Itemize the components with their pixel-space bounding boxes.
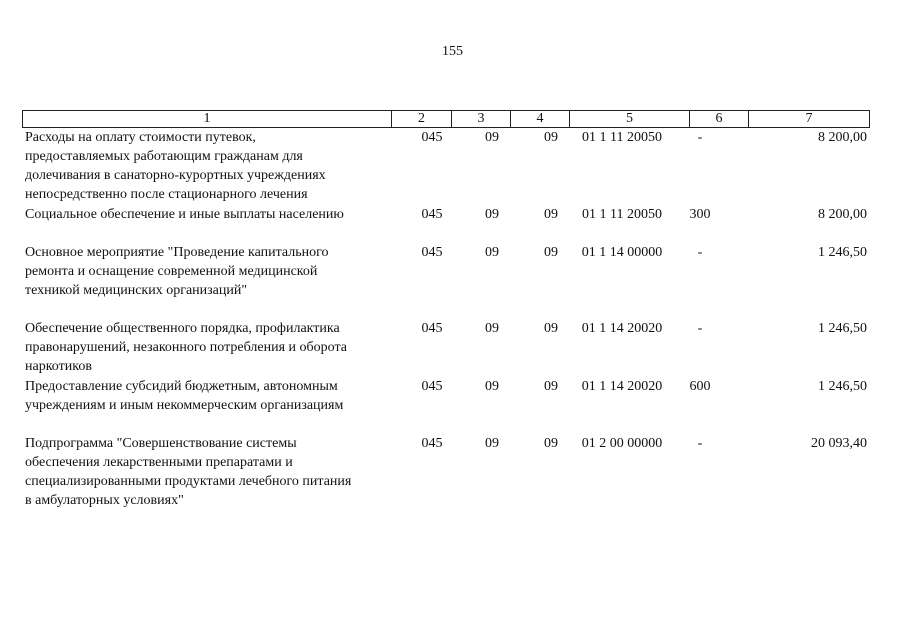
row-expense-type: 300 bbox=[689, 207, 711, 222]
row-amount: 8 200,00 bbox=[818, 207, 867, 222]
row-admin-code: 045 bbox=[421, 207, 443, 222]
description-line: обеспечения лекарственными препаратами и bbox=[25, 455, 293, 470]
row-admin-code: 045 bbox=[421, 321, 443, 336]
description-line: Предоставление субсидий бюджетным, автономным bbox=[25, 379, 338, 394]
description-line: специализированными продуктами лечебного питания bbox=[25, 474, 352, 489]
description-line: учреждениям и иным некоммерческим организациям bbox=[25, 398, 344, 413]
row-subsection: 09 bbox=[544, 321, 558, 336]
row-section: 09 bbox=[485, 321, 499, 336]
table-header bbox=[22, 110, 870, 128]
row-subsection: 09 bbox=[544, 207, 558, 222]
description-line: долечивания в санаторно-курортных учреждениях bbox=[25, 168, 326, 183]
row-target-code: 01 2 00 00000 bbox=[581, 436, 663, 451]
row-target-code: 01 1 14 00000 bbox=[581, 245, 663, 260]
row-subsection: 09 bbox=[544, 245, 558, 260]
row-description bbox=[25, 243, 385, 300]
row-amount: 1 246,50 bbox=[818, 379, 867, 394]
row-target-code: 01 1 14 20020 bbox=[581, 321, 663, 336]
row-section: 09 bbox=[485, 379, 499, 394]
header-col-2: 2 bbox=[392, 111, 452, 127]
row-admin-code: 045 bbox=[421, 245, 443, 260]
row-amount: 20 093,40 bbox=[811, 436, 867, 451]
page-number: 155 bbox=[442, 44, 463, 59]
row-admin-code: 045 bbox=[421, 379, 443, 394]
row-expense-type: - bbox=[697, 245, 703, 260]
description-line: Обеспечение общественного порядка, профилактика bbox=[25, 321, 340, 336]
row-expense-type: 600 bbox=[689, 379, 711, 394]
row-section: 09 bbox=[485, 130, 499, 145]
row-amount: 8 200,00 bbox=[818, 130, 867, 145]
description-line: Основное мероприятие "Проведение капитального bbox=[25, 245, 329, 260]
row-description bbox=[25, 128, 385, 204]
row-description bbox=[25, 319, 385, 376]
header-col-5: 5 bbox=[570, 111, 690, 127]
row-subsection: 09 bbox=[544, 436, 558, 451]
row-expense-type: - bbox=[697, 321, 703, 336]
row-admin-code: 045 bbox=[421, 436, 443, 451]
header-col-4: 4 bbox=[511, 111, 570, 127]
row-description bbox=[25, 205, 385, 224]
row-subsection: 09 bbox=[544, 379, 558, 394]
description-line: техникой медицинских организаций" bbox=[25, 283, 248, 298]
row-subsection: 09 bbox=[544, 130, 558, 145]
description-line: Подпрограмма "Совершенствование системы bbox=[25, 436, 297, 451]
row-description bbox=[25, 434, 385, 510]
row-amount: 1 246,50 bbox=[818, 321, 867, 336]
row-target-code: 01 1 11 20050 bbox=[582, 207, 662, 222]
description-line: Расходы на оплату стоимости путевок, bbox=[25, 130, 256, 145]
row-description bbox=[25, 377, 385, 415]
row-target-code: 01 1 11 20050 bbox=[582, 130, 662, 145]
row-expense-type: - bbox=[697, 436, 703, 451]
description-line: Социальное обеспечение и иные выплаты населению bbox=[25, 207, 344, 222]
header-col-7: 7 bbox=[805, 111, 813, 126]
description-line: правонарушений, незаконного потребления и оборота bbox=[25, 340, 347, 355]
row-section: 09 bbox=[485, 245, 499, 260]
header-col-1: 1 bbox=[23, 111, 392, 127]
description-line: предоставляемых работающим гражданам для bbox=[25, 149, 303, 164]
row-section: 09 bbox=[485, 207, 499, 222]
header-col-3: 3 bbox=[452, 111, 511, 127]
row-section: 09 bbox=[485, 436, 499, 451]
row-amount: 1 246,50 bbox=[818, 245, 867, 260]
description-line: в амбулаторных условиях" bbox=[25, 493, 184, 508]
row-target-code: 01 1 14 20020 bbox=[581, 379, 663, 394]
description-line: наркотиков bbox=[25, 359, 92, 374]
header-col-6: 6 bbox=[690, 111, 749, 127]
description-line: непосредственно после стационарного лечения bbox=[25, 187, 308, 202]
row-admin-code: 045 bbox=[421, 130, 443, 145]
description-line: ремонта и оснащение современной медицинской bbox=[25, 264, 318, 279]
row-expense-type: - bbox=[697, 130, 703, 145]
